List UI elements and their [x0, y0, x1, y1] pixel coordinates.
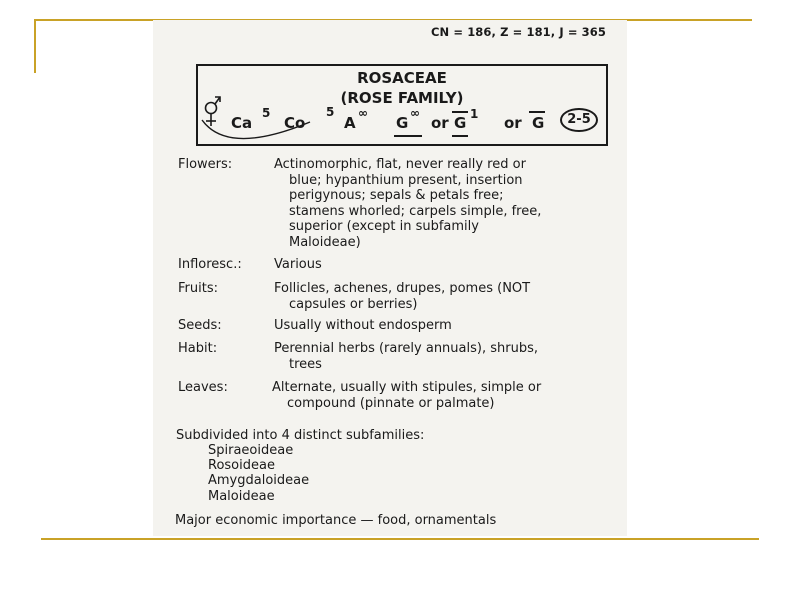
floral-formula: [198, 106, 608, 146]
gynoecium-count-1: ∞: [410, 106, 420, 120]
leaves-label: Leaves:: [178, 380, 228, 395]
species-counts: CN = 186, Z = 181, J = 365: [431, 25, 606, 39]
economic-importance: Major economic importance — food, ornamentals: [175, 513, 497, 528]
calyx-symbol: Ca: [231, 114, 253, 132]
inferior-ovary-bar: [394, 135, 422, 137]
corolla-count: 5: [326, 105, 335, 119]
calyx-count: 5: [262, 106, 271, 120]
superior-ovary-bar-2: [529, 111, 545, 113]
subfamilies-heading: Subdivided into 4 distinct subfamilies:: [176, 428, 425, 443]
corolla-symbol: Co: [284, 114, 306, 132]
formula-or-2: or: [504, 114, 522, 132]
gynoecium-symbol-2: G: [454, 114, 467, 132]
androecium-count: ∞: [358, 106, 368, 120]
superior-ovary-bar-1: [452, 111, 468, 113]
habit-description: Perennial herbs (rarely annuals), shrubs, trees: [274, 341, 538, 372]
family-common-name: (ROSE FAMILY): [340, 89, 464, 107]
inflorescence-description: Various: [274, 257, 322, 272]
fruits-label: Fruits:: [178, 281, 218, 296]
bottom-divider: [41, 538, 759, 540]
inflorescence-label: Infloresc.:: [178, 257, 242, 272]
leaves-description: Alternate, usually with stipules, simple or compound (pinnate or palmate): [272, 380, 542, 411]
androecium-symbol: A: [344, 114, 356, 132]
gynoecium-symbol-1: G: [396, 114, 409, 132]
gynoecium-count-2: 1: [470, 107, 479, 121]
gynoecium-symbol-3: G: [532, 114, 545, 132]
subfamily-item: Maloideae: [208, 489, 275, 504]
seeds-description: Usually without endosperm: [274, 318, 452, 333]
flowers-description: Actinomorphic, flat, never really red or blue; hypanthium present, insertion perigynous; sepals & petals free; stamens whorled; carpels simple, free, superior (except in subfamily Maloideae): [274, 157, 542, 250]
subfamily-item: Rosoideae: [208, 458, 275, 473]
formula-or-1: or: [431, 114, 449, 132]
subfamily-item: Amygdaloideae: [208, 473, 310, 488]
flowers-label: Flowers:: [178, 157, 233, 172]
seeds-label: Seeds:: [178, 318, 222, 333]
fruits-description: Follicles, achenes, drupes, pomes (NOT capsules or berries): [274, 281, 531, 312]
left-divider: [34, 19, 36, 73]
family-header-box: [196, 64, 608, 146]
habit-label: Habit:: [178, 341, 218, 356]
family-name: ROSACEAE: [357, 69, 447, 87]
carpel-range-circle: 2-5: [560, 108, 598, 132]
half-inferior-bar: [452, 135, 468, 137]
subfamily-item: Spiraeoideae: [208, 443, 294, 458]
